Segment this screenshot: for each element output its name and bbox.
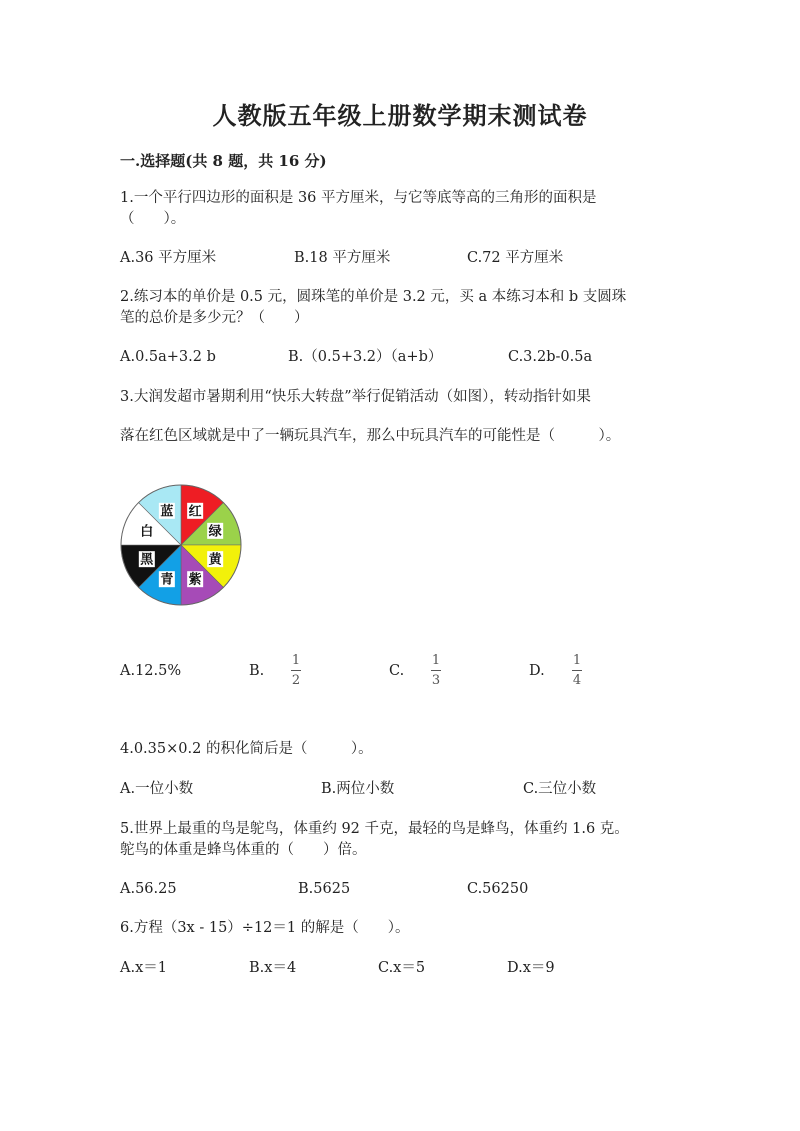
question-1-option-b: B.18 平方厘米	[294, 250, 391, 266]
fraction-bar	[291, 670, 301, 671]
section-header: 一.选择题(共 8 题，共 16 分)	[120, 152, 327, 170]
wheel-label: 蓝	[160, 504, 174, 520]
page-title: 人教版五年级上册数学期末测试卷	[212, 101, 588, 130]
question-5-line-2: 鸵鸟的体重是蜂鸟体重的（ ）倍。	[120, 842, 367, 858]
question-2-option-b: B.（0.5+3.2）（a+b）	[288, 349, 443, 365]
question-1-line-1: 1.一个平行四边形的面积是 36 平方厘米，与它等底等高的三角形的面积是	[120, 190, 597, 206]
spinner-wheel-image	[118, 482, 244, 608]
fraction-one-half	[291, 653, 301, 688]
question-4-option-c: C.三位小数	[523, 781, 597, 797]
question-6-line-1: 6.方程（3x - 15）÷12＝1 的解是（ ）。	[120, 920, 410, 936]
question-3-line-2: 落在红色区域就是中了一辆玩具汽车，那么中玩具汽车的可能性是（ ）。	[120, 428, 621, 444]
fraction-denominator: 3	[431, 673, 441, 688]
question-4-option-b: B.两位小数	[321, 781, 395, 797]
question-3-line-1: 3.大润发超市暑期利用“快乐大转盘”举行促销活动（如图），转动指针如果	[120, 389, 591, 405]
wheel-label: 黑	[140, 552, 154, 568]
question-4-option-a: A.一位小数	[120, 781, 194, 797]
question-1-option-a: A.36 平方厘米	[120, 250, 217, 266]
question-5-line-1: 5.世界上最重的鸟是鸵鸟，体重约 92 千克，最轻的鸟是蜂鸟，体重约 1.6 克。	[120, 821, 629, 837]
fraction-denominator: 2	[291, 673, 301, 688]
question-3-option-c-letter: C.	[389, 663, 405, 679]
question-1-option-c: C.72 平方厘米	[467, 250, 564, 266]
fraction-bar	[572, 670, 582, 671]
question-5-option-a: A.56.25	[120, 881, 177, 897]
wheel-label: 白	[140, 524, 154, 540]
question-3-option-a: A.12.5%	[120, 663, 182, 679]
fraction-one-third	[431, 653, 441, 688]
fraction-one-quarter	[572, 653, 582, 688]
question-6-option-a: A.x＝1	[120, 960, 167, 976]
question-3-option-b-letter: B.	[249, 663, 265, 679]
wheel-label: 青	[160, 572, 174, 588]
question-2-line-1: 2.练习本的单价是 0.5 元，圆珠笔的单价是 3.2 元，买 a 本练习本和 b 支圆珠	[120, 289, 627, 305]
fraction-denominator: 4	[572, 673, 582, 688]
question-6-option-c: C.x＝5	[378, 960, 426, 976]
question-2-option-a: A.0.5a+3.2 b	[120, 349, 216, 365]
question-6-option-d: D.x＝9	[507, 960, 555, 976]
question-1-line-2: （ ）。	[120, 211, 186, 227]
fraction-numerator: 1	[572, 653, 582, 668]
question-5-option-b: B.5625	[298, 881, 351, 897]
question-6-option-b: B.x＝4	[249, 960, 297, 976]
fraction-numerator: 1	[291, 653, 301, 668]
question-5-option-c: C.56250	[467, 881, 529, 897]
fraction-numerator: 1	[431, 653, 441, 668]
question-3-option-d-letter: D.	[529, 663, 545, 679]
fraction-bar	[431, 670, 441, 671]
question-2-option-c: C.3.2b-0.5a	[508, 349, 593, 365]
wheel-label: 红	[188, 504, 202, 520]
wheel-label: 黄	[208, 552, 222, 568]
wheel-label: 绿	[208, 524, 222, 540]
question-2-line-2: 笔的总价是多少元？（ ）	[120, 310, 309, 326]
question-4-line-1: 4.0.35×0.2 的积化简后是（ ）。	[120, 741, 373, 757]
wheel-label: 紫	[188, 572, 202, 588]
